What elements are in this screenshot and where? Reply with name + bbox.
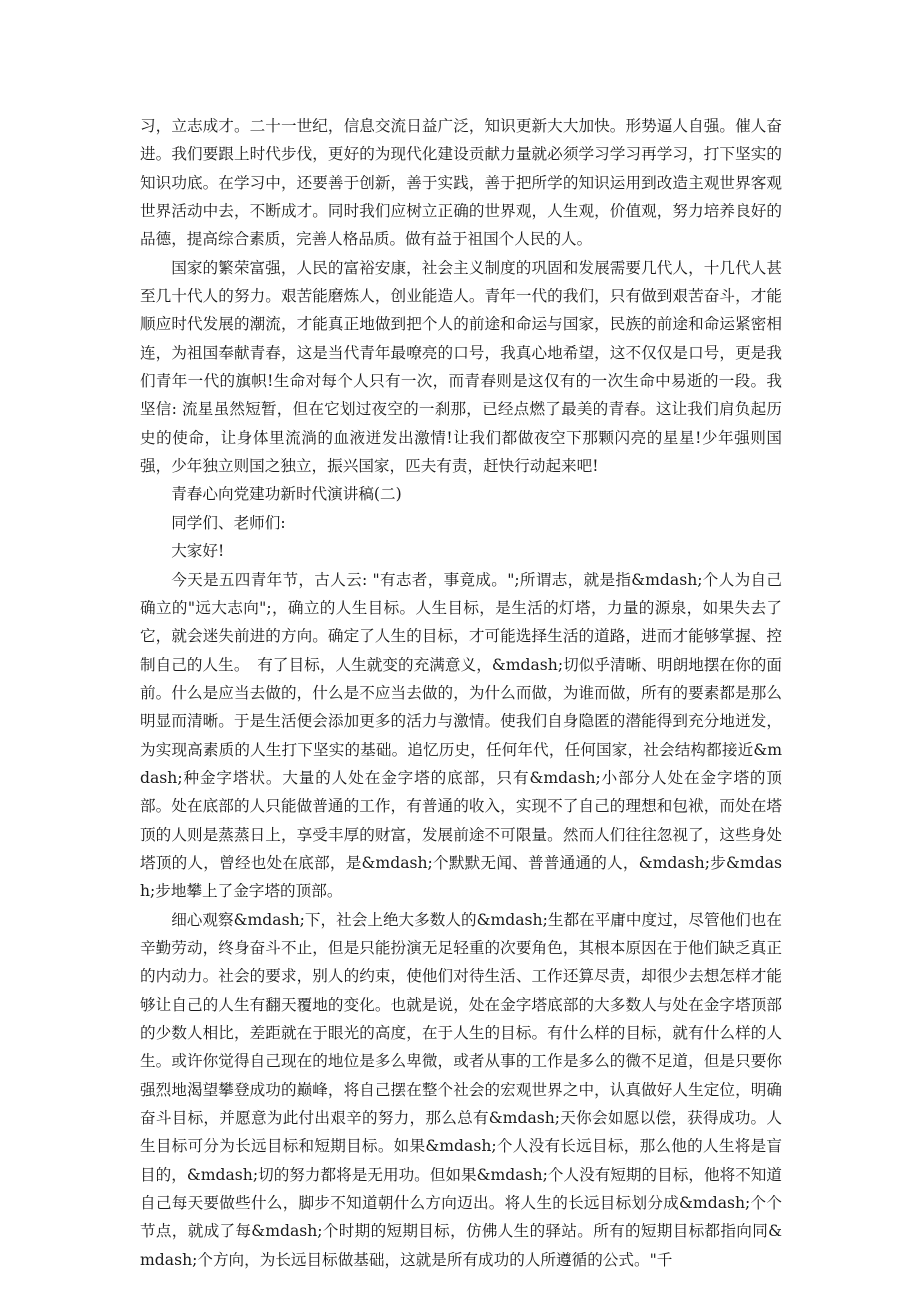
speech-title: 青春心向党建功新时代演讲稿(二) bbox=[171, 485, 402, 504]
paragraph-3: 今天是五四青年节，古人云: "有志者，事竟成。";所谓志，就是指&mdash;个人为自己确立的"远大志向";，确立的人生目标。人生目标，是生活的灯塔，力量的源泉，如果失去了它，就会迷失前进的方向。确定了人生的目标，才可能选择生活的道路，进而才能够掌握、控制自己的人生。 有了目标，人生就变的充满意义，&mdash;切似乎清晰、明朗地摆在你的面前。什么是应当去做的，什么是不应当去做的，为什么而做，为谁而做，所有的要素都是那么明显而清晰。于是生活便会添加更多的活力与激情。使我们自身隐匿的潜能得到充分地迸发，为实现高素质的人生打下坚实的基础。追忆历史，任何年代，任何国家，社会结构都接近&mdash;种金字塔状。大量的人处在金字塔的底部，只有&mdash;小部分人处在金字塔的顶部。处在底部的人只能做普通的工作，有普通的收入，实现不了自己的理想和包袱，而处在塔顶的人则是蒸蒸日上，享受丰厚的财富，发展前途不可限量。然而人们往往忽视了，这些身处塔顶的人，曾经也处在底部，是&mdash;个默默无闻、普普通通的人，&mdash;步&mdash;步地攀上了金字塔的顶部。 bbox=[140, 570, 782, 901]
paragraph-4: 细心观察&mdash;下，社会上绝大多数人的&mdash;生都在平庸中度过，尽管他们也在辛勤劳动，终身奋斗不止，但是只能扮演无足轻重的次要角色，其根本原因在于他们缺乏真正的内动力。社会的要求，别人的约束，使他们对待生活、工作还算尽责，却很少去想怎样才能够让自己的人生有翻天覆地的变化。也就是说，处在金字塔底部的大多数人与处在金字塔顶部的少数人相比，差距就在于眼光的高度，在于人生的目标。有什么样的目标，就有什么样的人生。或许你觉得自己现在的地位是多么卑微，或者从事的工作是多么的微不足道，但是只要你强烈地渴望攀登成功的巅峰，将自己摆在整个社会的宏观世界之中，认真做好人生定位，明确奋斗目标，并愿意为此付出艰辛的努力，那么总有&mdash;天你会如愿以偿，获得成功。人生目标可分为长远目标和短期目标。如果&mdash;个人没有长远目标，那么他的人生将是盲目的，&mdash;切的努力都将是无用功。但如果&mdash;个人没有短期的目标，他将不知道自己每天要做些什么，脚步不知道朝什么方向迈出。将人生的长远目标划分成&mdash;个个节点，就成了每&mdash;个时期的短期目标，仿佛人生的驿站。所有的短期目标都指向同&mdash;个方向，为长远目标做基础，这就是所有成功的人所遵循的公式。"千 bbox=[140, 910, 782, 1269]
greeting: 大家好! bbox=[171, 542, 225, 561]
salutation: 同学们、老师们: bbox=[171, 513, 286, 532]
paragraph-1: 习，立志成才。二十一世纪，信息交流日益广泛，知识更新大大加快。形势逼人自强。催人奋进。我们要跟上时代步伐，更好的为现代化建设贡献力量就必须学习学习再学习，打下坚实的知识功底。在学习中，还要善于创新，善于实践，善于把所学的知识运用到改造主观世界客观世界活动中去，不断成才。同时我们应树立正确的世界观，人生观，价值观，努力培养良好的品德，提高综合素质，完善人格品质。做有益于祖国个人民的人。 bbox=[140, 117, 782, 249]
document-body bbox=[140, 112, 782, 1274]
paragraph-2: 国家的繁荣富强，人民的富裕安康，社会主义制度的巩固和发展需要几代人，十几代人甚至几十代人的努力。艰苦能磨炼人，创业能造人。青年一代的我们，只有做到艰苦奋斗，才能顺应时代发展的潮流，才能真正地做到把个人的前途和命运与国家，民族的前途和命运紧密相连，为祖国奉献青春，这是当代青年最嘹亮的口号，我真心地希望，这不仅仅是口号，更是我们青年一代的旗帜!生命对每个人只有一次，而青春则是这仅有的一次生命中易逝的一段。我坚信: 流星虽然短暂，但在它划过夜空的一刹那，已经点燃了最美的青春。这让我们肩负起历史的使命，让身体里流淌的血液迸发出激情!让我们都做夜空下那颗闪亮的星星!少年强则国强，少年独立则国之独立，振兴国家，匹夫有责，赶快行动起来吧! bbox=[140, 258, 782, 476]
